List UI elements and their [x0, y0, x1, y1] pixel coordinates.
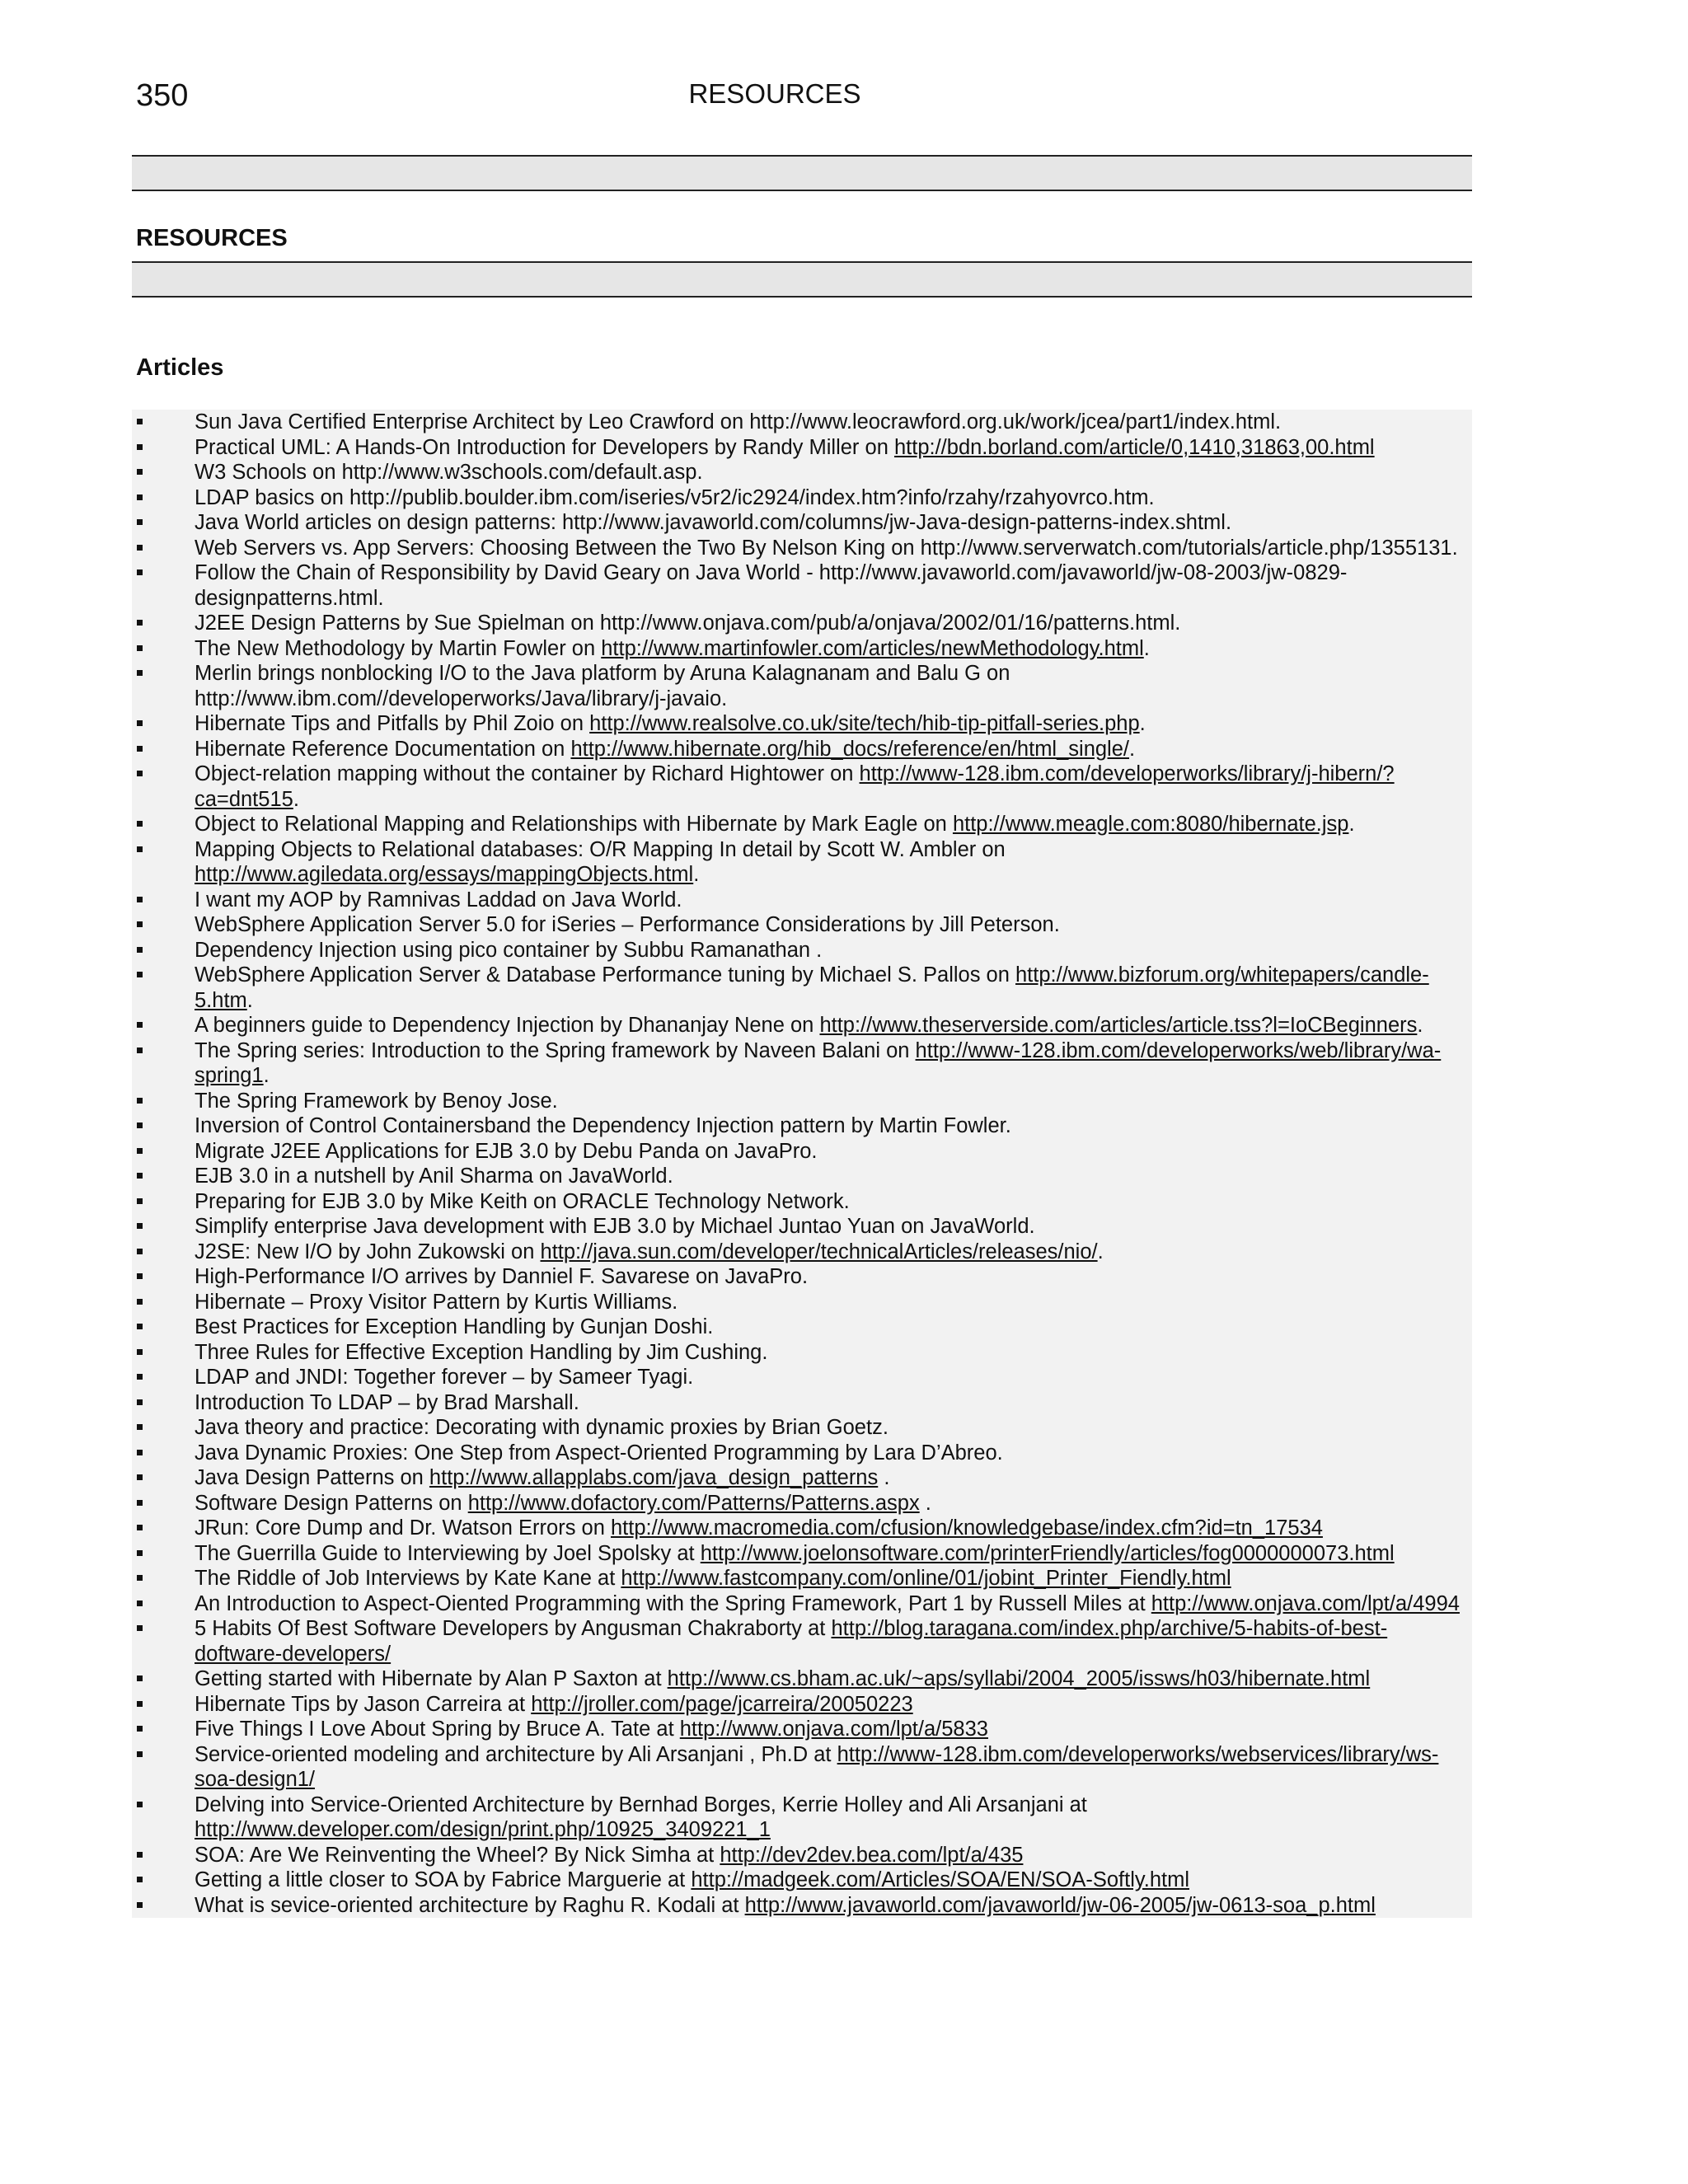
article-item — [132, 812, 1472, 837]
article-item — [132, 410, 1472, 435]
article-item — [132, 1742, 1472, 1793]
article-text: Hibernate Reference Documentation on — [195, 737, 571, 761]
article-item — [132, 1365, 1472, 1390]
article-text: J2SE: New I/O by John Zukowski on — [195, 1240, 541, 1263]
article-link[interactable]: http://www.joelonsoftware.com/printerFriendly/articles/fog0000000073.html — [700, 1541, 1395, 1565]
article-link[interactable]: http://www.cs.bham.ac.uk/~aps/syllabi/2004_2005/issws/h03/hibernate.html — [667, 1667, 1371, 1690]
article-text: Java Design Patterns on — [195, 1466, 429, 1489]
article-text: LDAP basics on http://publib.boulder.ibm.com/iseries/v5r2/ic2924/index.htm?info/rzahy/rzahyovrco.htm. — [195, 485, 1155, 509]
article-item — [132, 1340, 1472, 1366]
article-text: Hibernate Tips and Pitfalls by Phil Zoio on — [195, 712, 590, 735]
section-title: RESOURCES — [136, 225, 288, 251]
article-text: Hibernate – Proxy Visitor Pattern by Kurtis Williams. — [195, 1290, 678, 1314]
article-text: High-Performance I/O arrives by Danniel F. Savarese on JavaPro. — [195, 1265, 809, 1288]
article-link[interactable]: http://www.javaworld.com/javaworld/jw-06-2005/jw-0613-soa_p.html — [744, 1893, 1376, 1917]
article-item — [132, 1013, 1472, 1038]
article-trailing-punctuation: . — [246, 988, 253, 1012]
article-item — [132, 912, 1472, 938]
header-rule-band — [132, 155, 1472, 191]
article-link[interactable]: http://www.onjava.com/lpt/a/4994 — [1151, 1591, 1460, 1615]
article-item — [132, 661, 1472, 711]
article-item — [132, 536, 1472, 561]
article-text: Delving into Service-Oriented Architecture by Bernhad Borges, Kerrie Holley and Ali Arsanjani at — [195, 1793, 1087, 1816]
article-text: Object-relation mapping without the container by Richard Hightower on — [195, 762, 860, 785]
article-item — [132, 1666, 1472, 1692]
article-link[interactable]: http://jroller.com/page/jcarreira/20050223 — [531, 1692, 913, 1716]
article-item — [132, 837, 1472, 888]
article-item — [132, 1793, 1472, 1843]
article-item — [132, 1113, 1472, 1139]
article-text: Java theory and practice: Decorating with dynamic proxies by Brian Goetz. — [195, 1416, 889, 1439]
article-text: Java World articles on design patterns: http://www.javaworld.com/columns/jw-Java-design-patterns-index.shtml. — [195, 511, 1232, 534]
article-item — [132, 963, 1472, 1013]
article-trailing-punctuation: . — [693, 863, 700, 886]
subsection-title-articles: Articles — [136, 354, 224, 381]
article-link[interactable]: http://www-128.ibm.com/developerworks/webservices/library/ws-soa-design1/ — [195, 1742, 1439, 1791]
article-item — [132, 611, 1472, 636]
article-text: The Spring Framework by Benoy Jose. — [195, 1089, 558, 1113]
article-item — [132, 1240, 1472, 1265]
article-item — [132, 1189, 1472, 1215]
article-item — [132, 1616, 1472, 1666]
article-text: Inversion of Control Containersband the Dependency Injection pattern by Martin Fowler. — [195, 1114, 1011, 1137]
article-text: Practical UML: A Hands-On Introduction for Developers by Randy Miller on — [195, 435, 894, 459]
article-text: EJB 3.0 in a nutshell by Anil Sharma on JavaWorld. — [195, 1165, 673, 1188]
article-text: JRun: Core Dump and Dr. Watson Errors on — [195, 1516, 611, 1540]
article-item — [132, 510, 1472, 536]
article-text: A beginners guide to Dependency Injection by Dhananjay Nene on — [195, 1014, 820, 1037]
article-item — [132, 1290, 1472, 1315]
article-item — [132, 938, 1472, 963]
article-link[interactable]: http://www.macromedia.com/cfusion/knowledgebase/index.cfm?id=tn_17534 — [611, 1516, 1323, 1540]
article-link[interactable]: http://www.bizforum.org/whitepapers/candle-5.htm — [195, 963, 1429, 1012]
article-trailing-punctuation: . — [263, 1064, 270, 1087]
section-rule-band — [132, 261, 1472, 298]
article-item — [132, 1893, 1472, 1919]
article-item — [132, 1315, 1472, 1340]
article-trailing-punctuation: . — [1143, 636, 1150, 660]
article-text: The New Methodology by Martin Fowler on — [195, 636, 602, 660]
article-item — [132, 888, 1472, 913]
articles-list — [132, 410, 1472, 1918]
article-link[interactable]: http://www.meagle.com:8080/hibernate.jsp — [952, 813, 1349, 836]
article-item — [132, 1692, 1472, 1718]
article-trailing-punctuation: . — [1097, 1240, 1104, 1263]
article-item — [132, 1089, 1472, 1114]
article-text: What is sevice-oriented architecture by Raghu R. Kodali at — [195, 1893, 745, 1917]
article-text: Dependency Injection using pico container by Subbu Ramanathan . — [195, 938, 823, 962]
article-trailing-punctuation: . — [919, 1491, 931, 1515]
article-trailing-punctuation: . — [878, 1466, 890, 1489]
article-item — [132, 435, 1472, 461]
article-text: WebSphere Application Server 5.0 for iSeries – Performance Considerations by Jill Peterson. — [195, 913, 1060, 936]
page-number: 350 — [136, 78, 189, 113]
article-item — [132, 1264, 1472, 1290]
article-item — [132, 1139, 1472, 1165]
article-item — [132, 1390, 1472, 1416]
article-link[interactable]: http://www.realsolve.co.uk/site/tech/hib-tip-pitfall-series.php — [589, 712, 1140, 735]
article-link[interactable]: http://www.allapplabs.com/java_design_patterns — [429, 1466, 879, 1489]
article-text: Hibernate Tips by Jason Carreira at — [195, 1692, 532, 1716]
article-text: Five Things I Love About Spring by Bruce A. Tate at — [195, 1718, 680, 1741]
article-text: Simplify enterprise Java development with EJB 3.0 by Michael Juntao Yuan on JavaWorld. — [195, 1215, 1035, 1238]
article-link[interactable]: http://www-128.ibm.com/developerworks/library/j-hibern/?ca=dnt515 — [195, 762, 1395, 811]
article-text: 5 Habits Of Best Software Developers by Angusman Chakraborty at — [195, 1617, 832, 1640]
article-text: LDAP and JNDI: Together forever – by Sameer Tyagi. — [195, 1366, 694, 1389]
article-text: Follow the Chain of Responsibility by David Geary on Java World - http://www.javaworld.com/javaworld/jw-08-2003/jw-0829-designpatterns.html. — [195, 561, 1348, 610]
article-link[interactable]: http://java.sun.com/developer/technicalArticles/releases/nio/ — [540, 1240, 1098, 1263]
article-text: The Spring series: Introduction to the Spring framework by Naveen Balani on — [195, 1038, 916, 1062]
article-trailing-punctuation: . — [1348, 813, 1355, 836]
article-text: Three Rules for Effective Exception Handling by Jim Cushing. — [195, 1340, 768, 1364]
article-text: Mapping Objects to Relational databases: O/R Mapping In detail by Scott W. Ambler on — [195, 837, 1006, 861]
article-text: Service-oriented modeling and architecture by Ali Arsanjani , Ph.D at — [195, 1742, 837, 1766]
article-item — [132, 636, 1472, 662]
article-item — [132, 560, 1472, 611]
article-text: Preparing for EJB 3.0 by Mike Keith on ORACLE Technology Network. — [195, 1189, 850, 1213]
article-text: I want my AOP by Ramnivas Laddad on Java World. — [195, 888, 682, 912]
article-trailing-punctuation: . — [1139, 712, 1146, 735]
article-link[interactable]: http://bdn.borland.com/article/0,1410,31863,00.html — [893, 435, 1375, 459]
article-link[interactable]: http://www.theserverside.com/articles/article.tss?l=IoCBeginners — [819, 1014, 1418, 1037]
article-item — [132, 711, 1472, 737]
article-item — [132, 1516, 1472, 1541]
article-item — [132, 485, 1472, 511]
article-item — [132, 1441, 1472, 1466]
article-item — [132, 1214, 1472, 1240]
article-text: An Introduction to Aspect-Oiented Programming with the Spring Framework, Part 1 by Russell Miles at — [195, 1591, 1151, 1615]
article-text: Introduction To LDAP – by Brad Marshall. — [195, 1390, 579, 1414]
article-item — [132, 1164, 1472, 1189]
article-text: SOA: Are We Reinventing the Wheel? By Nick Simha at — [195, 1843, 720, 1867]
article-item — [132, 1566, 1472, 1591]
article-text: Best Practices for Exception Handling by Gunjan Doshi. — [195, 1315, 714, 1338]
article-text: Migrate J2EE Applications for EJB 3.0 by Debu Panda on JavaPro. — [195, 1139, 818, 1163]
article-link[interactable]: http://blog.taragana.com/index.php/archive/5-habits-of-best-doftware-developers/ — [195, 1617, 1388, 1666]
article-item — [132, 1038, 1472, 1089]
article-item — [132, 1591, 1472, 1617]
article-link[interactable]: http://dev2dev.bea.com/lpt/a/435 — [720, 1843, 1024, 1867]
article-item — [132, 1541, 1472, 1567]
article-text: Object to Relational Mapping and Relationships with Hibernate by Mark Eagle on — [195, 813, 953, 836]
article-item — [132, 762, 1472, 812]
article-item — [132, 460, 1472, 485]
article-item — [132, 1491, 1472, 1516]
article-trailing-punctuation: . — [293, 787, 299, 811]
article-link[interactable]: http://www.developer.com/design/print.php/10925_3409221_1 — [195, 1818, 771, 1841]
article-trailing-punctuation: . — [1129, 737, 1136, 761]
article-link[interactable]: http://www.hibernate.org/hib_docs/reference/en/html_single/ — [570, 737, 1129, 761]
article-link[interactable]: http://madgeek.com/Articles/SOA/EN/SOA-Softly.html — [691, 1868, 1190, 1891]
article-link[interactable]: http://www-128.ibm.com/developerworks/web/library/wa-spring1 — [195, 1038, 1442, 1087]
article-text: Getting started with Hibernate by Alan P Saxton at — [195, 1667, 668, 1690]
article-item — [132, 737, 1472, 762]
article-link[interactable]: http://www.onjava.com/lpt/a/5833 — [679, 1718, 988, 1741]
article-text: The Riddle of Job Interviews by Kate Kane at — [195, 1567, 621, 1590]
article-link[interactable]: http://www.dofactory.com/Patterns/Patterns.aspx — [467, 1491, 920, 1515]
article-text: W3 Schools on http://www.w3schools.com/default.asp. — [195, 461, 703, 484]
article-link[interactable]: http://www.martinfowler.com/articles/newMethodology.html — [601, 636, 1144, 660]
article-item — [132, 1868, 1472, 1893]
article-item — [132, 1843, 1472, 1868]
article-item — [132, 1465, 1472, 1491]
article-text: WebSphere Application Server & Database Performance tuning by Michael S. Pallos on — [195, 963, 1015, 987]
article-item — [132, 1717, 1472, 1742]
article-text: The Guerrilla Guide to Interviewing by Joel Spolsky at — [195, 1541, 701, 1565]
article-trailing-punctuation: . — [1417, 1014, 1423, 1037]
article-text: Software Design Patterns on — [195, 1491, 468, 1515]
running-header: RESOURCES — [688, 78, 861, 109]
article-text: Sun Java Certified Enterprise Architect by Leo Crawford on http://www.leocrawford.org.uk/work/jcea/part1/index.html. — [195, 410, 1282, 434]
article-link[interactable]: http://www.fastcompany.com/online/01/jobint_Printer_Fiendly.html — [621, 1567, 1231, 1590]
article-text: Merlin brings nonblocking I/O to the Java platform by Aruna Kalagnanam and Balu G on http://www.ibm.com//developerworks/Java/library/j-javaio. — [195, 662, 1010, 710]
article-text: Getting a little closer to SOA by Fabrice Marguerie at — [195, 1868, 692, 1891]
article-text: Web Servers vs. App Servers: Choosing Between the Two By Nelson King on http://www.serverwatch.com/tutorials/article.php/1355131. — [195, 536, 1458, 560]
article-link[interactable]: http://www.agiledata.org/essays/mappingObjects.html — [195, 863, 694, 886]
article-text: Java Dynamic Proxies: One Step from Aspect-Oriented Programming by Lara D’Abreo. — [195, 1441, 1003, 1465]
article-text: J2EE Design Patterns by Sue Spielman on http://www.onjava.com/pub/a/onjava/2002/01/16/patterns.html. — [195, 612, 1181, 635]
article-item — [132, 1415, 1472, 1441]
